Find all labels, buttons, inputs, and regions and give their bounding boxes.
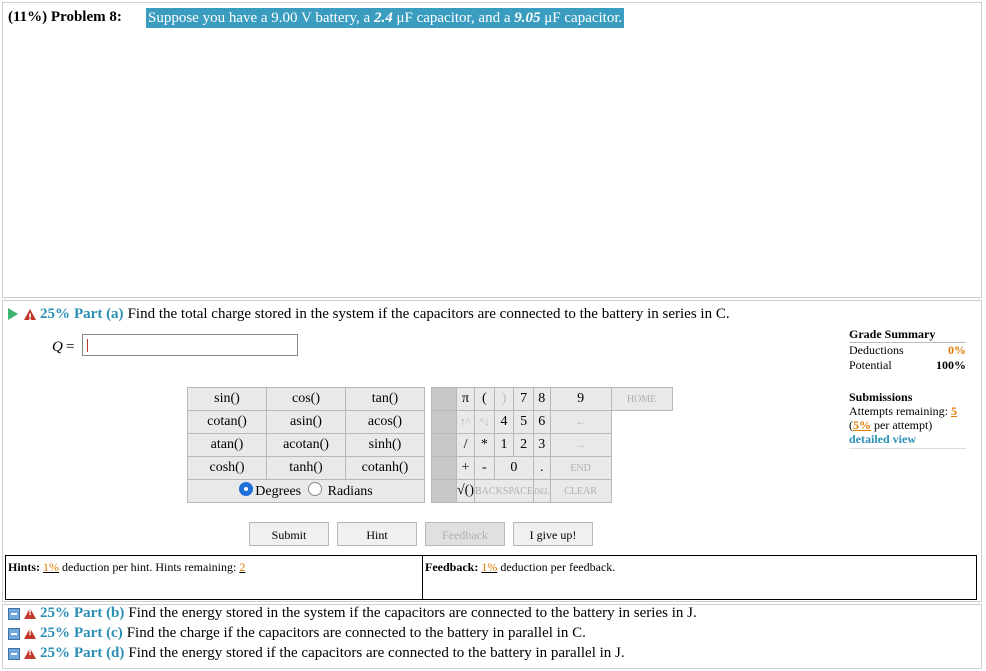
key-plus[interactable]: +	[457, 457, 475, 480]
key-3[interactable]: 3	[534, 434, 551, 457]
part-c-percent: 25%	[40, 625, 70, 641]
deductions-label: Deductions	[849, 343, 904, 357]
grade-summary	[849, 327, 966, 373]
part-b-label: Part (b)	[74, 605, 125, 621]
part-b-row[interactable]	[8, 605, 697, 622]
key-2[interactable]: 2	[514, 434, 534, 457]
key-home[interactable]: HOME	[611, 388, 672, 411]
key-tan[interactable]: tan()	[346, 388, 425, 411]
part-d-label: Part (d)	[74, 645, 125, 661]
answer-equals: =	[66, 339, 75, 355]
feedback-info: Feedback: 1% deduction per feedback.	[425, 560, 616, 574]
key-blank	[432, 388, 457, 411]
function-keypad	[187, 387, 425, 503]
warning-icon	[24, 628, 36, 639]
per-attempt-pct: 5%	[853, 418, 871, 432]
key-0[interactable]: 0	[494, 457, 533, 480]
potential-value: 100%	[936, 358, 966, 372]
key-cos[interactable]: cos()	[267, 388, 346, 411]
part-b-question: Find the energy stored in the system if the capacitors are connected to the battery in series in J.	[128, 605, 697, 621]
key-4[interactable]: 4	[494, 411, 514, 434]
detailed-view-link[interactable]: detailed view	[849, 432, 916, 446]
key-left-arrow[interactable]: ←	[550, 411, 611, 434]
warning-icon	[24, 309, 36, 320]
key-cotan[interactable]: cotan()	[188, 411, 267, 434]
hint-button[interactable]: Hint	[337, 522, 417, 546]
key-divide[interactable]: /	[457, 434, 475, 457]
key-decimal[interactable]: .	[534, 457, 551, 480]
key-tanh[interactable]: tanh()	[267, 457, 346, 480]
deductions-value: 0%	[948, 343, 966, 357]
expand-arrow-icon[interactable]	[8, 308, 18, 320]
hints-info: Hints: 1% deduction per hint. Hints remaining: 2	[8, 560, 246, 574]
attempts-label: Attempts remaining:	[849, 404, 951, 418]
key-atan[interactable]: atan()	[188, 434, 267, 457]
key-7[interactable]: 7	[514, 388, 534, 411]
key-del[interactable]: DEL	[534, 480, 551, 503]
part-d-question: Find the energy stored if the capacitors are connected to the battery in parallel in J.	[128, 645, 625, 661]
part-d-percent: 25%	[40, 645, 70, 661]
answer-input[interactable]	[82, 334, 298, 356]
collapse-icon[interactable]	[8, 628, 20, 640]
key-6[interactable]: 6	[534, 411, 551, 434]
key-blank	[432, 411, 457, 434]
key-backspace[interactable]: BACKSPACE	[475, 480, 534, 503]
key-right-arrow[interactable]: →	[550, 434, 611, 457]
degrees-radio[interactable]	[239, 482, 253, 496]
key-caret-down[interactable]: ^↓	[475, 411, 495, 434]
key-multiply[interactable]: *	[475, 434, 495, 457]
part-a-question: Find the total charge stored in the system if the capacitors are connected to the battery in series in C.	[127, 306, 730, 322]
per-attempt-text: per attempt)	[871, 418, 933, 432]
problem-header: (11%) Problem 8:	[8, 9, 122, 25]
part-c-row[interactable]	[8, 625, 586, 642]
hints-feedback-bar	[5, 555, 977, 600]
key-9[interactable]: 9	[550, 388, 611, 411]
number-keypad	[431, 387, 673, 503]
warning-icon	[24, 608, 36, 619]
text-caret	[87, 339, 88, 352]
problem-statement: Suppose you have a 9.00 V battery, a 2.4 μF capacitor, and a 9.05 μF capacitor.	[148, 10, 623, 26]
key-minus[interactable]: -	[475, 457, 495, 480]
part-a-header	[8, 305, 730, 323]
answer-variable: Q	[52, 339, 63, 355]
key-acos[interactable]: acos()	[346, 411, 425, 434]
part-c-question: Find the charge if the capacitors are connected to the battery in parallel in C.	[126, 625, 586, 641]
key-cotanh[interactable]: cotanh()	[346, 457, 425, 480]
angle-mode-row	[188, 480, 425, 503]
collapse-icon[interactable]	[8, 648, 20, 660]
part-a-label: Part (a)	[74, 306, 124, 322]
key-end[interactable]: END	[550, 457, 611, 480]
collapse-icon[interactable]	[8, 608, 20, 620]
key-clear[interactable]: CLEAR	[550, 480, 611, 503]
give-up-button[interactable]: I give up!	[513, 522, 593, 546]
problem-panel	[2, 2, 982, 298]
key-asin[interactable]: asin()	[267, 411, 346, 434]
radians-label: Radians	[327, 484, 373, 499]
key-sqrt[interactable]: √()	[457, 480, 475, 503]
grade-summary-title: Grade Summary	[849, 327, 966, 343]
part-b-percent: 25%	[40, 605, 70, 621]
key-blank	[432, 434, 457, 457]
radians-radio[interactable]	[308, 482, 322, 496]
key-pi[interactable]: π	[457, 388, 475, 411]
submissions-title: Submissions	[849, 390, 913, 404]
key-8[interactable]: 8	[534, 388, 551, 411]
part-d-row[interactable]	[8, 645, 625, 662]
part-c-label: Part (c)	[74, 625, 123, 641]
key-1[interactable]: 1	[494, 434, 514, 457]
key-cosh[interactable]: cosh()	[188, 457, 267, 480]
submit-button[interactable]: Submit	[249, 522, 329, 546]
key-open-paren[interactable]: (	[475, 388, 495, 411]
warning-icon	[24, 648, 36, 659]
key-sin[interactable]: sin()	[188, 388, 267, 411]
divider	[422, 556, 423, 599]
degrees-label: Degrees	[255, 484, 302, 499]
key-up-caret[interactable]: ↑^	[457, 411, 475, 434]
part-a-percent: 25%	[40, 306, 70, 322]
key-close-paren[interactable]: )	[494, 388, 514, 411]
potential-label: Potential	[849, 358, 892, 372]
submissions-panel	[849, 390, 966, 449]
key-5[interactable]: 5	[514, 411, 534, 434]
per-attempt-open: (	[849, 418, 853, 432]
key-blank	[432, 457, 457, 480]
attempts-value: 5	[950, 404, 957, 418]
key-sinh[interactable]: sinh()	[346, 434, 425, 457]
key-blank	[432, 480, 457, 503]
feedback-button[interactable]: Feedback	[425, 522, 505, 546]
key-acotan[interactable]: acotan()	[267, 434, 346, 457]
